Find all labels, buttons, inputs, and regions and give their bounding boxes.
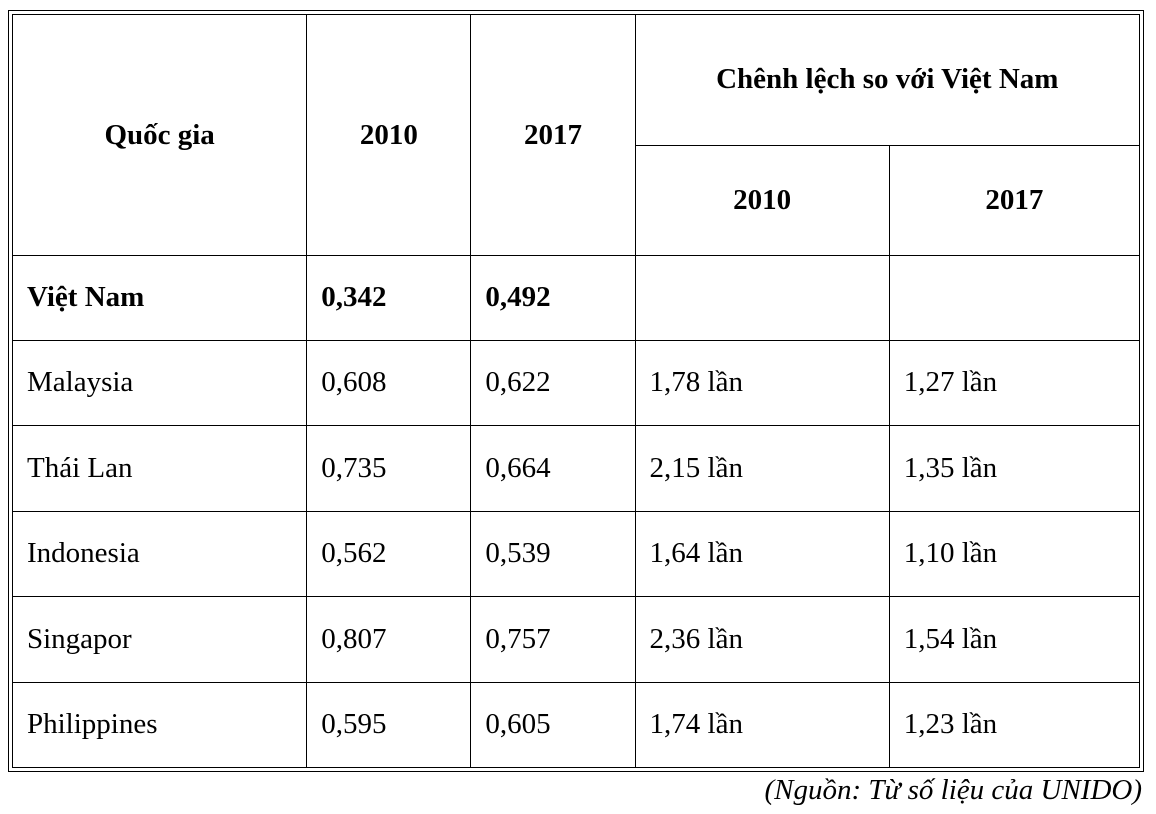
cell-diff-2010: 1,74 lần — [635, 682, 889, 767]
header-country: Quốc gia — [13, 15, 307, 256]
cell-2017: 0,664 — [471, 426, 635, 511]
cell-diff-2010: 2,15 lần — [635, 426, 889, 511]
header-diff-2010: 2010 — [635, 145, 889, 256]
cell-diff-2017: 1,23 lần — [889, 682, 1139, 767]
cell-country: Việt Nam — [13, 256, 307, 340]
cell-2010: 0,562 — [307, 511, 471, 596]
source-note: (Nguồn: Từ số liệu của UNIDO) — [764, 774, 1142, 806]
cell-country: Philippines — [13, 682, 307, 767]
header-year-2010: 2010 — [307, 15, 471, 256]
cell-2010: 0,735 — [307, 426, 471, 511]
table-row — [13, 340, 1140, 425]
cell-2017: 0,539 — [471, 511, 635, 596]
cell-diff-2010: 2,36 lần — [635, 597, 889, 682]
table-row — [13, 426, 1140, 511]
cell-diff-2017: 1,35 lần — [889, 426, 1139, 511]
cell-country: Thái Lan — [13, 426, 307, 511]
table-row — [13, 597, 1140, 682]
header-year-2017: 2017 — [471, 15, 635, 256]
data-table — [12, 14, 1140, 768]
cell-2017: 0,757 — [471, 597, 635, 682]
cell-diff-2010 — [635, 256, 889, 340]
table-row — [13, 511, 1140, 596]
cell-diff-2010: 1,78 lần — [635, 340, 889, 425]
data-table-frame — [8, 10, 1144, 772]
cell-country: Indonesia — [13, 511, 307, 596]
table-row — [13, 682, 1140, 767]
cell-country: Singapor — [13, 597, 307, 682]
header-diff-group: Chênh lệch so với Việt Nam — [635, 15, 1139, 146]
cell-2017: 0,492 — [471, 256, 635, 340]
cell-2010: 0,608 — [307, 340, 471, 425]
table-row — [13, 256, 1140, 340]
cell-diff-2017: 1,10 lần — [889, 511, 1139, 596]
cell-country: Malaysia — [13, 340, 307, 425]
cell-2010: 0,807 — [307, 597, 471, 682]
cell-diff-2017 — [889, 256, 1139, 340]
cell-diff-2017: 1,27 lần — [889, 340, 1139, 425]
cell-2017: 0,622 — [471, 340, 635, 425]
cell-diff-2017: 1,54 lần — [889, 597, 1139, 682]
header-diff-2017: 2017 — [889, 145, 1139, 256]
cell-diff-2010: 1,64 lần — [635, 511, 889, 596]
cell-2017: 0,605 — [471, 682, 635, 767]
cell-2010: 0,342 — [307, 256, 471, 340]
header-row — [13, 15, 1140, 146]
cell-2010: 0,595 — [307, 682, 471, 767]
